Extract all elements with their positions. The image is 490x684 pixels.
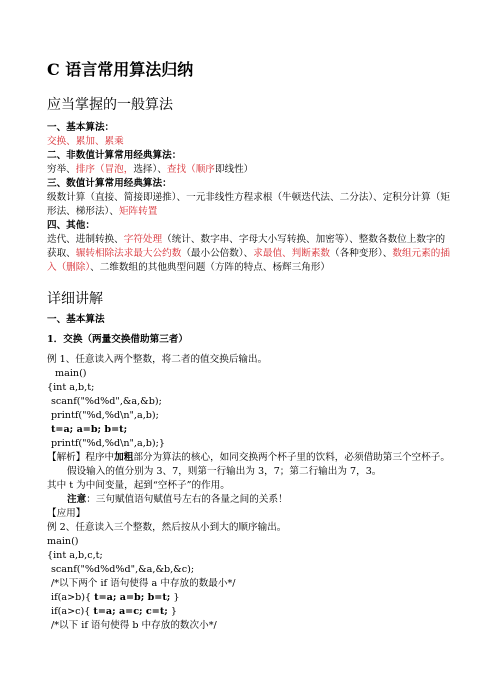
note-line: 注意：三句赋值语句赋值号左右的各量之间的关系！ bbox=[67, 494, 288, 505]
example2-intro: 例 2、任意读入三个整数，然后按从小到大的顺序输出。 bbox=[47, 522, 287, 533]
code-line: scanf("%d%d",&a,&b); bbox=[51, 396, 162, 407]
other-items: 迭代、进制转换、字符处理（统计、数字串、字母大小写转换、加密等）、整数各数位上数字的获取、辗转相除法求最大公约数（最小公倍数）、求最值、判断素数（各种变形）、数组元素的插入（删除）、二维数组的其他典型问题（方阵的特点、杨辉三角形） bbox=[47, 234, 450, 273]
code-line-if1: if(a>b){ t=a; a=b; b=t; } bbox=[51, 592, 180, 603]
page-title: C 语言常用算法归纳 bbox=[47, 60, 194, 79]
code-line: {int a,b,t; bbox=[47, 382, 95, 393]
code-comment: /*以下 if 语句使得 b 中存放的数次小*/ bbox=[51, 620, 217, 631]
outline-block bbox=[47, 121, 450, 275]
other-label: 四、其他： bbox=[47, 220, 95, 231]
sub-heading-basic: 一、基本算法 bbox=[47, 314, 105, 325]
code-line-if2: if(a>c){ t=a; a=c; c=t; } bbox=[51, 606, 177, 617]
sub-heading-swap: 1．交换（两量交换借助第三者） bbox=[47, 334, 188, 345]
middle-var-line: 其中 t 为中间变量，起到“空杯子”的作用。 bbox=[47, 480, 230, 491]
code-comment: /*以下两个 if 语句使得 a 中存放的数最小*/ bbox=[51, 578, 236, 589]
code-line: printf("%d,%d\n",a,b);} bbox=[51, 438, 165, 449]
section-heading-detail: 详细讲解 bbox=[47, 291, 103, 307]
numeric-items: 级数计算（直接、简接即递推）、一元非线性方程求根（牛顿迭代法、二分法）、定积分计算（矩形法、梯形法）、矩阵转置 bbox=[47, 192, 450, 217]
classic-items: 穷举、排序（冒泡，选择）、查找（顺序即线性） bbox=[47, 164, 254, 175]
code-line: scanf("%d%d%d",&a,&b,&c); bbox=[51, 564, 195, 575]
code-line: printf("%d,%d\n",a,b); bbox=[51, 410, 159, 421]
code-line: main() bbox=[55, 368, 87, 379]
example1-intro: 例 1、任意读入两个整数，将二者的值交换后输出。 bbox=[47, 354, 268, 365]
classic-label: 二、非数值计算常用经典算法： bbox=[47, 150, 182, 161]
code-line: {int a,b,c,t; bbox=[47, 550, 103, 561]
detail-block bbox=[47, 313, 450, 633]
analysis-line: 【解析】程序中加粗部分为算法的核心，如同交换两个杯子里的饮料，必须借助第三个空杯子。 bbox=[47, 452, 450, 463]
code-line: main() bbox=[47, 536, 79, 547]
basic-items: 交换、累加、累乘 bbox=[47, 136, 124, 147]
apply-label: 【应用】 bbox=[47, 508, 86, 519]
assume-line: 假设输入的值分别为 3、7，则第一行输出为 3，7；第二行输出为 7，3。 bbox=[67, 466, 382, 477]
numeric-label: 三、数值计算常用经典算法： bbox=[47, 178, 172, 189]
code-line-swap: t=a; a=b; b=t; bbox=[51, 424, 128, 435]
section-heading-general: 应当掌握的一般算法 bbox=[47, 97, 173, 113]
basic-label: 一、基本算法： bbox=[47, 122, 115, 133]
